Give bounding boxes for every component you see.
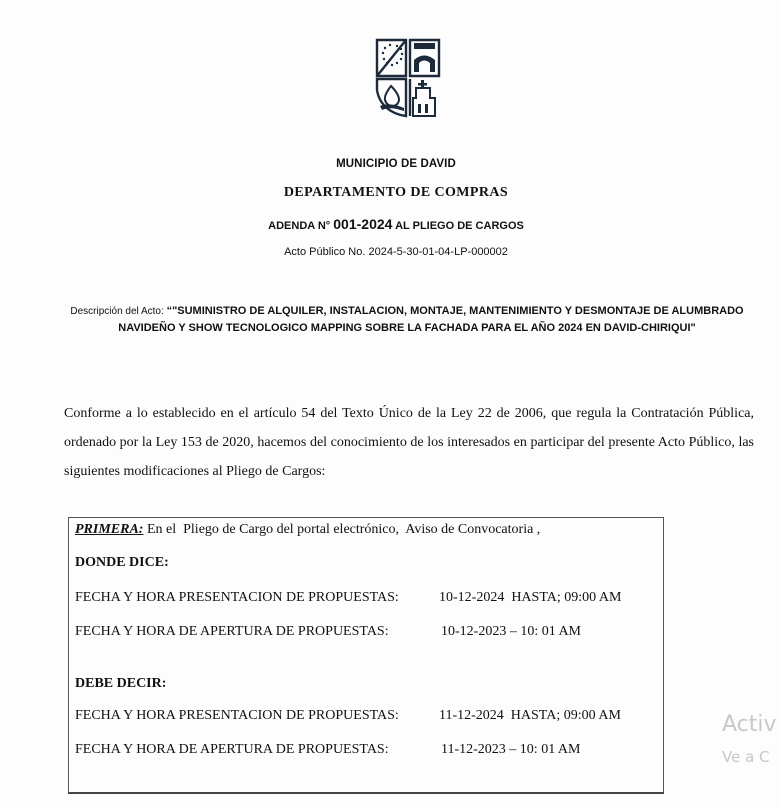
activation-watermark-subtitle: Ve a C [722, 748, 770, 766]
adenda-title [6, 216, 780, 232]
debe-decir-row [75, 708, 621, 724]
donde-dice-label: DONDE DICE: [75, 555, 169, 570]
row-value: 11-12-2023 – 10: 01 AM [441, 742, 581, 757]
adenda-suffix: AL PLIEGO DE CARGOS [392, 220, 524, 232]
adenda-number: 001-2024 [333, 216, 393, 232]
donde-dice-row [75, 590, 622, 606]
adenda-prefix: ADENDA N° [268, 220, 334, 232]
description-text: “"SUMINISTRO DE ALQUILER, INSTALACION, MONTAJE, MANTENIMIENTO Y DESMONTAJE DE ALUMBRADO NAVIDEÑO Y SHOW TECNOLOGICO MAPPING SOBRE LA FACHADA PARA EL AÑO 2024 EN DAVID-CHIRIQUI" [118, 305, 744, 334]
modification-heading [75, 522, 540, 538]
department-title: DEPARTAMENTO DE COMPRAS [283, 185, 509, 200]
donde-dice-row [75, 624, 581, 640]
acto-publico-number: Acto Público No. 2024-5-30-01-04-LP-000002 [284, 246, 508, 258]
primera-text: En el Pliego de Cargo del portal electrónico, Aviso de Convocatoria , [143, 522, 541, 537]
row-label: FECHA Y HORA PRESENTACION DE PROPUESTAS: [75, 590, 399, 605]
primera-label: PRIMERA: [75, 522, 144, 537]
row-value: 11-12-2024 HASTA; 09:00 AM [439, 708, 621, 723]
municipality-title: MUNICIPIO DE DAVID [336, 158, 456, 170]
row-label: FECHA Y HORA DE APERTURA DE PROPUESTAS: [75, 624, 389, 639]
row-label: FECHA Y HORA DE APERTURA DE PROPUESTAS: [75, 742, 389, 757]
modification-box [68, 517, 664, 794]
intro-paragraph: Conforme a lo establecido en el artículo 54 del Texto Único de la Ley 22 de 2006, que regula la Contratación Pública, ordenado por la Ley 153 de 2020, hacemos del conocimiento de los interesados en participar del presente Acto Público, las siguientes modificaciones al Pliego de Cargos: [64, 406, 754, 479]
row-value: 10-12-2023 – 10: 01 AM [441, 624, 581, 639]
activation-watermark-title: Activ [722, 712, 777, 737]
row-label: FECHA Y HORA PRESENTACION DE PROPUESTAS: [75, 708, 399, 723]
debe-decir-row [75, 742, 581, 758]
act-description [62, 303, 752, 337]
row-value: 10-12-2024 HASTA; 09:00 AM [439, 590, 622, 605]
debe-decir-label: DEBE DECIR: [75, 676, 167, 691]
description-label: Descripción del Acto: [70, 306, 167, 317]
coat-of-arms-icon [375, 38, 441, 118]
